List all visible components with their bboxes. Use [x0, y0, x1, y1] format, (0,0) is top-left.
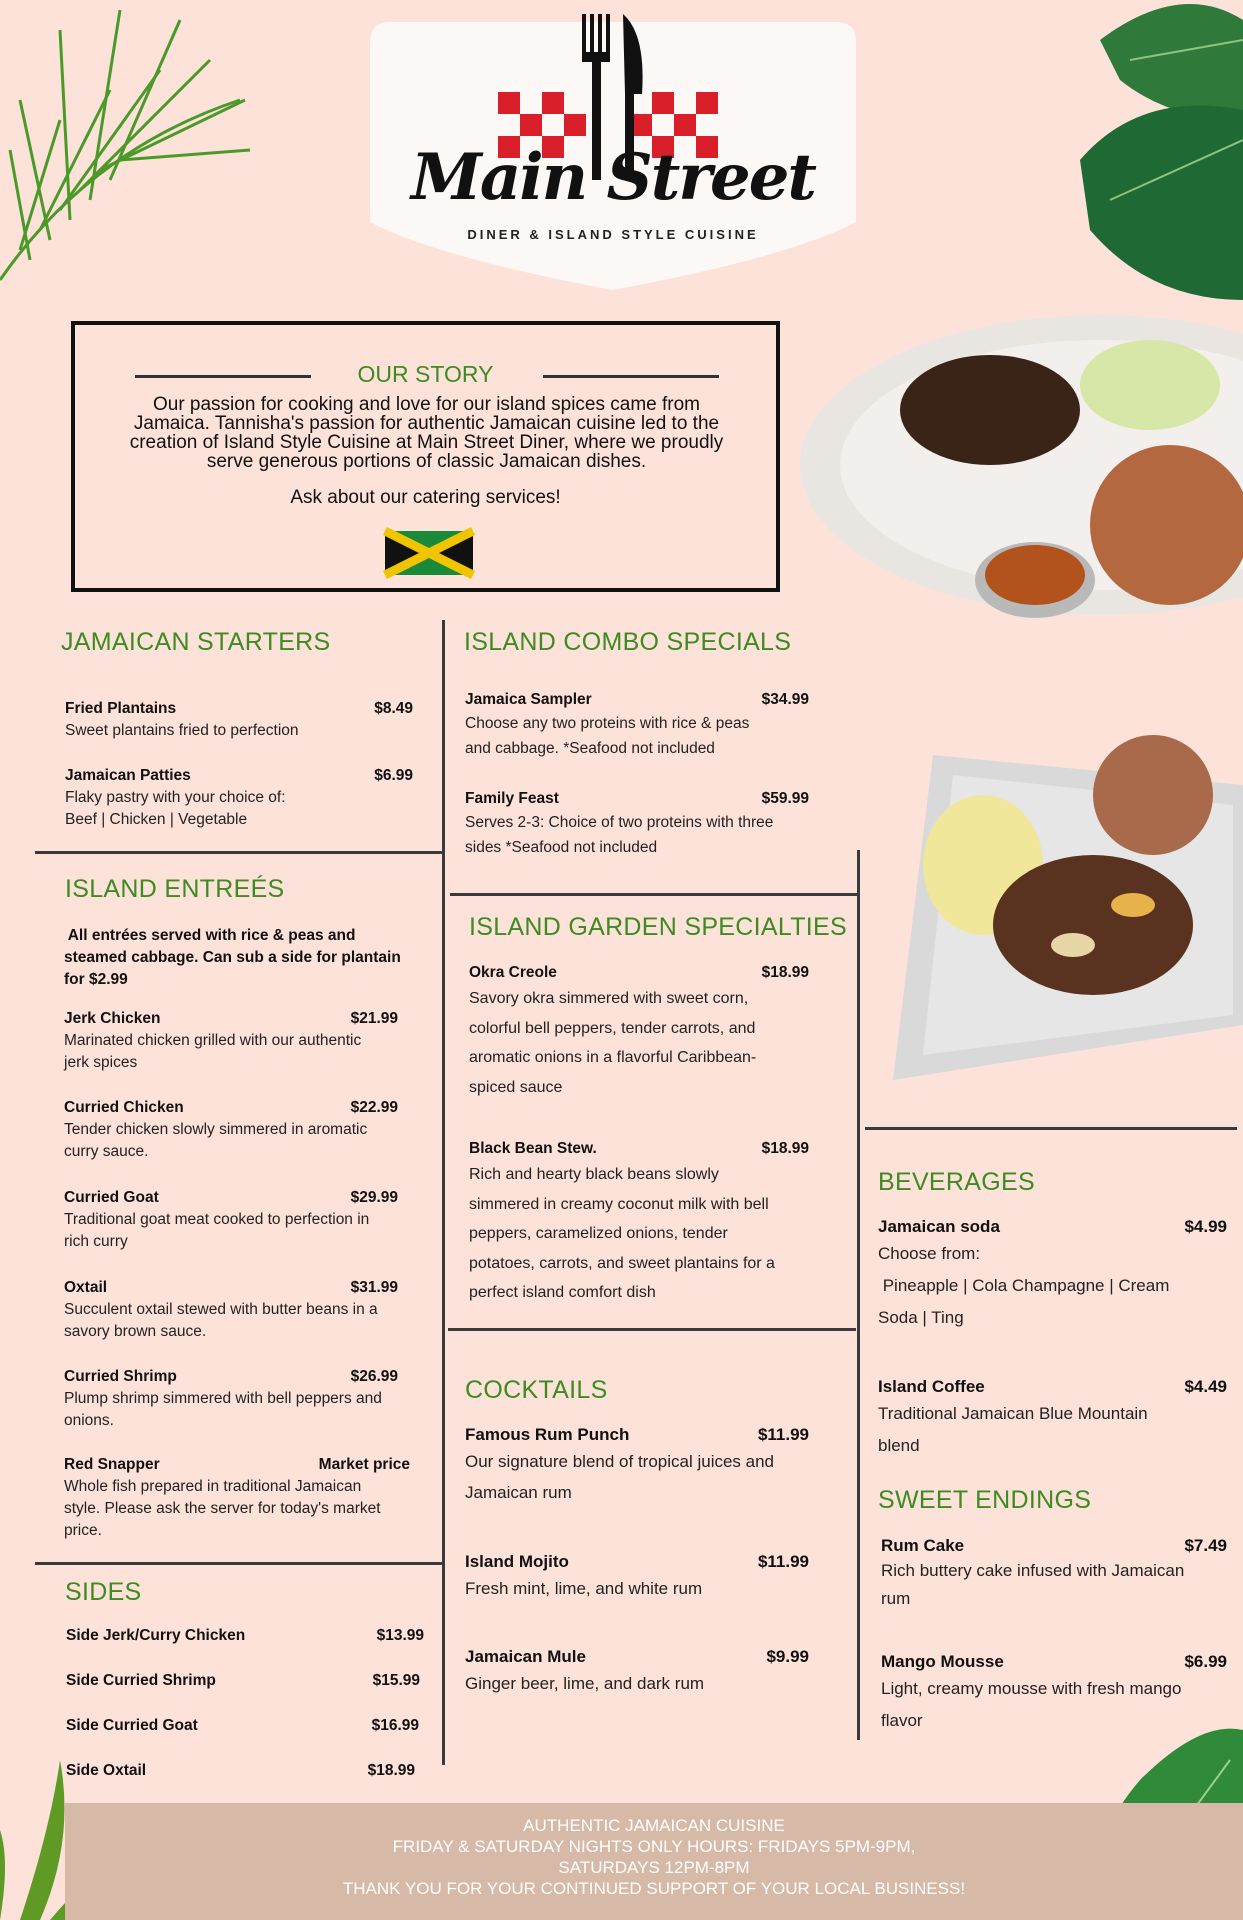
- item-description: Jamaican rum: [465, 1483, 572, 1502]
- note-line: steamed cabbage. Can sub a side for plantain: [64, 949, 401, 966]
- item-price: Market price: [318, 1456, 410, 1473]
- section-divider: [35, 851, 444, 854]
- item-price: $29.99: [350, 1189, 398, 1206]
- story-text: [85, 395, 768, 471]
- item-name: Side Curried Goat: [66, 1717, 198, 1734]
- note-line: All entrées served with rice & peas and: [64, 927, 356, 944]
- section-title-beverages: BEVERAGES: [878, 1168, 1035, 1196]
- item-price: $11.99: [757, 1425, 809, 1444]
- menu-item: [64, 1008, 398, 1074]
- item-price: $31.99: [350, 1279, 398, 1296]
- side-item: [66, 1625, 424, 1647]
- item-description: Tender chicken slowly simmered in aromatic: [64, 1121, 368, 1138]
- menu-item: [64, 1187, 398, 1253]
- item-description: Soda | Ting: [878, 1308, 964, 1327]
- item-description: Choose from:: [878, 1244, 981, 1263]
- item-description: price.: [64, 1522, 102, 1539]
- item-price: $26.99: [350, 1368, 398, 1385]
- item-description: rum: [881, 1589, 911, 1608]
- menu-item: [465, 1551, 809, 1604]
- item-description: Plump shrimp simmered with bell peppers and: [64, 1390, 382, 1407]
- item-description: peppers, caramelized onions, tender: [469, 1225, 728, 1242]
- item-description: Succulent oxtail stewed with butter beans in a: [64, 1301, 378, 1318]
- footer-hours: SATURDAYS 12PM-8PM: [558, 1858, 750, 1877]
- item-name: Famous Rum Punch: [465, 1425, 630, 1444]
- menu-item: [881, 1651, 1227, 1737]
- item-price: $13.99: [376, 1627, 424, 1644]
- item-description: Choose any two proteins with rice & peas: [465, 715, 750, 732]
- story-line: Jamaica. Tannisha's passion for authentic Jamaican cuisine led to the: [133, 413, 720, 434]
- item-description: style. Please ask the server for today's market: [64, 1500, 381, 1517]
- item-description: Our signature blend of tropical juices and: [465, 1452, 775, 1471]
- item-description: Traditional goat meat cooked to perfection in: [64, 1211, 370, 1228]
- menu-item: [64, 1277, 398, 1343]
- catering-callout: Ask about our catering services!: [290, 487, 561, 508]
- entrees-note: [64, 925, 434, 991]
- menu-item: [465, 689, 809, 761]
- item-name: Jamaican Mule: [465, 1647, 586, 1666]
- item-description: curry sauce.: [64, 1143, 149, 1160]
- our-story-box: [71, 321, 780, 592]
- item-name: Black Bean Stew.: [469, 1140, 597, 1157]
- item-name: Jerk Chicken: [64, 1010, 161, 1027]
- palm-leaf-top-left: [0, 0, 260, 300]
- column-divider: [442, 620, 445, 1765]
- item-name: Curried Shrimp: [64, 1368, 177, 1385]
- item-name: Jamaican Patties: [65, 767, 191, 784]
- item-description: Pineapple | Cola Champagne | Cream: [878, 1276, 1170, 1295]
- item-description: Sweet plantains fried to perfection: [65, 722, 299, 739]
- jerk-chicken-plate-image: [800, 315, 1243, 755]
- section-divider: [448, 1328, 856, 1331]
- item-price: $4.99: [1184, 1217, 1227, 1236]
- item-description: spiced sauce: [469, 1078, 563, 1096]
- item-name: Side Curried Shrimp: [66, 1672, 216, 1689]
- menu-item: [469, 1138, 809, 1308]
- monstera-leaf-top-right: [1000, 0, 1243, 310]
- section-title-desserts: SWEET ENDINGS: [878, 1486, 1092, 1514]
- item-name: Island Mojito: [465, 1552, 569, 1571]
- footer-line: AUTHENTIC JAMAICAN CUISINE: [523, 1816, 785, 1835]
- item-description: sides *Seafood not included: [465, 839, 658, 856]
- side-item: [66, 1715, 419, 1737]
- item-name: Oxtail: [64, 1279, 108, 1296]
- menu-item: [64, 1097, 398, 1163]
- item-description: jerk spices: [64, 1054, 138, 1071]
- item-description: Ginger beer, lime, and dark rum: [465, 1674, 705, 1693]
- item-name: Island Coffee: [878, 1377, 985, 1396]
- item-price: $6.99: [1184, 1652, 1227, 1671]
- item-description: Flaky pastry with your choice of:: [65, 789, 286, 806]
- item-description: Rich and hearty black beans slowly: [469, 1166, 719, 1183]
- item-description: flavor: [881, 1711, 923, 1730]
- menu-item: [465, 788, 809, 860]
- item-description: onions.: [64, 1412, 114, 1429]
- menu-item: [465, 1646, 809, 1699]
- item-description: Light, creamy mousse with fresh mango: [881, 1679, 1182, 1698]
- item-name: Side Oxtail: [66, 1762, 147, 1779]
- menu-item: [881, 1535, 1227, 1613]
- item-price: $11.99: [757, 1552, 809, 1571]
- item-name: Fried Plantains: [65, 700, 177, 717]
- footer-hours: FRIDAY & SATURDAY NIGHTS ONLY HOURS: FRIDAYS 5PM-9PM,: [392, 1837, 916, 1856]
- item-description: Fresh mint, lime, and white rum: [465, 1579, 703, 1598]
- section-title-starters: JAMAICAN STARTERS: [61, 628, 331, 656]
- item-description: colorful bell peppers, tender carrots, and: [469, 1019, 756, 1037]
- item-description: savory brown sauce.: [64, 1323, 207, 1340]
- logo-card: [370, 22, 856, 290]
- item-name: Mango Mousse: [881, 1652, 1004, 1671]
- item-name: Jamaica Sampler: [465, 691, 592, 708]
- item-name: Rum Cake: [881, 1536, 965, 1555]
- section-divider: [450, 893, 859, 896]
- menu-item: [65, 698, 413, 742]
- jamaica-flag-icon: [381, 527, 477, 579]
- section-divider: [865, 1127, 1237, 1130]
- note-line: for $2.99: [64, 971, 128, 988]
- item-price: $22.99: [350, 1099, 398, 1116]
- section-title-cocktails: COCKTAILS: [465, 1376, 608, 1404]
- item-description: Marinated chicken grilled with our authentic: [64, 1032, 362, 1049]
- item-description: rich curry: [64, 1233, 128, 1250]
- menu-item: [64, 1454, 410, 1542]
- item-name: Side Jerk/Curry Chicken: [66, 1627, 246, 1644]
- item-name: Family Feast: [465, 790, 559, 807]
- item-name: Curried Goat: [64, 1189, 159, 1206]
- story-line: Our passion for cooking and love for our island spices came from: [152, 394, 701, 415]
- item-name: Jamaican soda: [878, 1217, 1000, 1236]
- item-price: $21.99: [350, 1010, 398, 1027]
- item-name: Okra Creole: [469, 964, 557, 981]
- item-description: Beef | Chicken | Vegetable: [65, 811, 248, 828]
- item-description: perfect island comfort dish: [469, 1284, 656, 1301]
- menu-item: [469, 962, 809, 1102]
- item-price: $16.99: [371, 1717, 419, 1734]
- item-price: $6.99: [374, 767, 413, 784]
- section-divider: [35, 1562, 444, 1565]
- menu-item: [64, 1366, 398, 1432]
- logo-wordmark: Main Street: [411, 140, 815, 215]
- column-divider: [857, 850, 860, 1740]
- story-title: OUR STORY: [357, 361, 494, 387]
- item-description: Rich buttery cake infused with Jamaican: [881, 1561, 1185, 1580]
- item-description: and cabbage. *Seafood not included: [465, 740, 715, 757]
- item-description: potatoes, carrots, and sweet plantains for a: [469, 1254, 775, 1272]
- oxtail-plate-image: [893, 725, 1243, 1080]
- item-price: $7.49: [1184, 1536, 1227, 1555]
- item-price: $18.99: [761, 964, 809, 981]
- item-description: Traditional Jamaican Blue Mountain: [878, 1404, 1148, 1423]
- item-price: $34.99: [761, 691, 809, 708]
- item-description: Savory okra simmered with sweet corn,: [469, 990, 749, 1007]
- item-description: aromatic onions in a flavorful Caribbean-: [469, 1049, 757, 1066]
- section-title-sides: SIDES: [65, 1578, 142, 1606]
- item-description: simmered in creamy coconut milk with bell: [469, 1195, 769, 1213]
- footer-thanks: THANK YOU FOR YOUR CONTINUED SUPPORT OF YOUR LOCAL BUSINESS!: [342, 1879, 966, 1898]
- item-price: $59.99: [761, 790, 809, 807]
- item-name: Red Snapper: [64, 1456, 160, 1473]
- item-description: Whole fish prepared in traditional Jamaican: [64, 1478, 362, 1495]
- item-price: $18.99: [367, 1762, 415, 1779]
- item-price: $9.99: [766, 1647, 809, 1666]
- item-description: Serves 2-3: Choice of two proteins with three: [465, 814, 774, 831]
- item-name: Curried Chicken: [64, 1099, 184, 1116]
- item-price: $15.99: [372, 1672, 420, 1689]
- story-line: creation of Island Style Cuisine at Main Street Diner, where we proudly: [129, 432, 724, 453]
- item-price: $18.99: [761, 1140, 809, 1157]
- menu-item: [65, 765, 413, 831]
- side-item: [66, 1760, 415, 1782]
- footer-banner: [65, 1803, 1243, 1920]
- section-title-garden: ISLAND GARDEN SPECIALTIES: [469, 913, 847, 941]
- section-title-entrees: ISLAND ENTREÉS: [65, 875, 285, 903]
- story-line: serve generous portions of classic Jamaican dishes.: [206, 451, 647, 472]
- item-price: $8.49: [374, 700, 413, 717]
- menu-item: [465, 1424, 809, 1508]
- section-title-combos: ISLAND COMBO SPECIALS: [464, 628, 792, 656]
- logo-tagline: DINER & ISLAND STYLE CUISINE: [467, 227, 759, 242]
- item-description: blend: [878, 1436, 920, 1455]
- item-price: $4.49: [1184, 1377, 1227, 1396]
- side-item: [66, 1670, 420, 1692]
- menu-item: [878, 1216, 1227, 1334]
- menu-item: [878, 1376, 1227, 1462]
